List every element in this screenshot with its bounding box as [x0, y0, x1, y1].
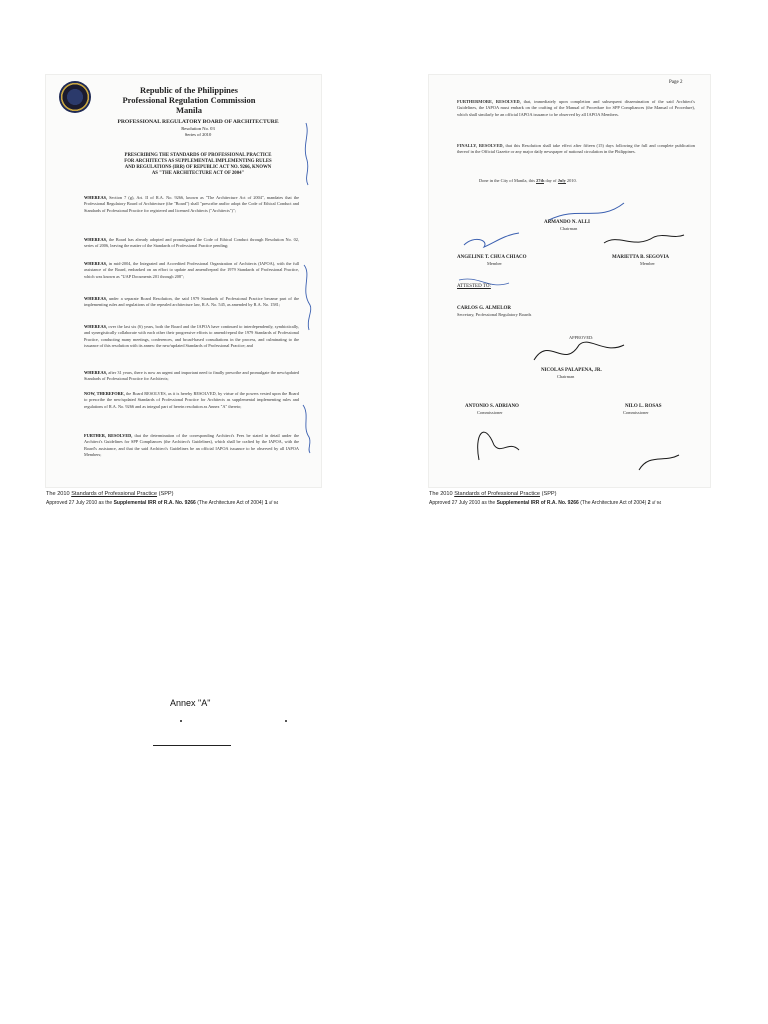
done-mid: day of — [545, 178, 557, 183]
prc-chair-role: Chairman — [557, 374, 575, 379]
caption-bold: Supplemental IRR of R.A. No. 9266 — [496, 500, 579, 506]
caption-right-line-2 — [429, 500, 661, 506]
document-page-2 — [429, 75, 710, 487]
heading-line: AND REGULATIONS (IRR) OF REPUBLIC ACT NO. 9266, KNOWN — [124, 165, 272, 171]
member1-name: ANGELINE T. CHUA CHIACO — [457, 255, 527, 260]
paragraph-text: in mid-2004, the Integrated and Accredited Professional Organization of Architects (IAPOA), with the full assistance of the Board, embarked on an effort to update and amend/repeal the 1979 Standards of Professional Practice, which was known as "UAP Documents 201 through 208"; — [84, 261, 300, 279]
margin-signatures — [298, 115, 318, 455]
done-day: 27th — [536, 178, 545, 183]
member2-role: Member — [640, 261, 655, 266]
caption-page: 1 — [264, 500, 268, 506]
done-line — [479, 178, 699, 184]
resolution-number: Resolution No. 03 — [181, 126, 215, 131]
caption-right-line-1 — [429, 491, 557, 497]
paragraph-lead: NOW, THEREFORE, — [84, 391, 125, 396]
paragraph — [457, 99, 695, 118]
resolution-series: Series of 2010 — [184, 132, 212, 137]
caption-text: (The Architecture Act of 2004) — [197, 500, 264, 506]
paragraph-text: after 31 years, there is now an urgent and important need to finally prescribe and promulgate the new/updated Standards of Professional Practice for Architects; — [84, 370, 299, 382]
dot-mark — [180, 720, 182, 722]
signature-strokes — [429, 195, 710, 485]
caption-text: (The Architecture Act of 2004) — [580, 500, 647, 506]
paragraph — [84, 324, 299, 349]
paragraph — [84, 391, 299, 410]
caption-text: Approved 27 July 2010 as the — [46, 500, 113, 506]
heading-line: AS "THE ARCHITECTURE ACT OF 2004" — [151, 171, 245, 177]
heading-line: FOR ARCHITECTS AS SUPPLEMENTAL IMPLEMENTING RULES — [124, 159, 272, 165]
member1-role: Member — [487, 261, 502, 266]
page-label: Page 2 — [669, 80, 683, 85]
board-name: PROFESSIONAL REGULATORY BOARD OF ARCHITECTURE — [117, 119, 279, 125]
done-month: July — [557, 178, 566, 183]
paragraph-text: that, immediately upon completion and subsequent dissemination of the said Architect's Guidelines, the IAPOA must embark on the crafting of the Manual of Procedure for SPP Compliances (the Manual of Procedure), which shall similarly be an official IAPOA issuance to be observed by all IAPOA Members. — [457, 99, 695, 117]
heading-line: PRESCRIBING THE STANDARDS OF PROFESSIONAL PRACTICE — [124, 153, 272, 158]
commissioner2-name: NILO L. ROSAS — [625, 404, 662, 409]
paragraph-lead: WHEREAS, — [84, 296, 108, 301]
paragraph-text: that the determination of the corresponding Architect's Fees be stated in detail under the Architect's Guidelines for SPP Compliances (the Architect's Guidelines), which shall be crafted by the IAPOA, with the Board's assistance, and that the said Architect's Guidelines be an official IAPOA issuance to be observed by all IAPOA Members; — [84, 433, 300, 457]
document-page-1 — [46, 75, 321, 487]
paragraph-lead: WHEREAS, — [84, 324, 108, 329]
caption-left-line-2 — [46, 500, 278, 506]
paragraph — [457, 143, 695, 156]
commissioner1-role: Commissioner — [477, 410, 503, 415]
header-line-1: Republic of the Philippines — [139, 85, 238, 95]
secretary-name: CARLOS G. ALMELOR — [457, 306, 512, 311]
prc-chair-name: NICOLAS PALAPENA, JR. — [541, 368, 602, 373]
header-line-3: Manila — [176, 105, 202, 115]
paragraph-lead: WHEREAS, — [84, 237, 108, 242]
paragraph-lead: WHEREAS, — [84, 370, 108, 375]
paragraph — [84, 296, 299, 309]
annex-label: Annex "A" — [170, 698, 211, 708]
caption-left-line-1 — [46, 491, 174, 497]
paragraph-text: the Board has already adopted and promulgated the Code of Ethical Conduct through Resolution No. 02, series of 2006, leaving the matter of the Standards of Professional Practice pending; — [84, 237, 299, 249]
paragraph-lead: WHEREAS, — [84, 261, 108, 266]
paragraph — [84, 237, 299, 250]
caption-page: 2 — [647, 500, 651, 506]
caption-title: Standards of Professional Practice — [454, 491, 541, 497]
caption-suffix: (SPP) — [158, 491, 174, 497]
paragraph-text: under a separate Board Resolution, the said 1979 Standards of Professional Practice became part of the implementing rules and regulations of the repealed architecture law, R.A. No. 545, as amended by R.A. No. 1581; — [84, 296, 299, 308]
approved-label: APPROVED: — [569, 335, 594, 340]
prc-seal-icon — [59, 81, 91, 113]
member2-name: MARIETTA B. SEGOVIA — [612, 255, 670, 260]
header-line-2: Professional Regulation Commission — [122, 95, 256, 105]
commissioner2-role: Commissioner — [623, 410, 649, 415]
paragraph-text: that this Resolution shall take effect after fifteen (15) days following the full and complete publication thereof in the Official Gazette or any major daily newspaper of national circulation in the Philippines. — [457, 143, 695, 155]
paragraph-text: Section 7 (g), Art. II of R.A. No. 9266, known as "The Architecture Act of 2004", mandates that the Professional Regulatory Board of Architecture (the "Board") shall "prescribe and/or adopt the Code of Ethical Conduct and Standards of Professional Practice for registered and licensed Architects ("Architects")"; — [84, 195, 299, 213]
caption-prefix: The 2010 — [46, 491, 70, 497]
done-prefix: Done in the City of Manila, this — [479, 178, 535, 183]
chairman-name: ARMANDO N. ALLI — [544, 220, 590, 225]
done-year: 2010. — [566, 178, 577, 183]
secretary-role: Secretary, Professional Regulatory Boards — [457, 312, 532, 317]
caption-title: Standards of Professional Practice — [71, 491, 158, 497]
commissioner1-name: ANTONIO S. ADRIANO — [465, 404, 519, 409]
paragraph-text: over the last six (6) years, both the Board and the IAPOA have continued to interdependently, symbiotically, and synergistically collaborate with each other their progressive efforts to amend/repeal the 1979 Standards of Professional Practice, conducting many meetings, conferences, and broad-based consultations in the process, and culminating to the issuance of this resolution with its annex: the new/updated Standards of Professional Practice; and — [84, 324, 299, 348]
caption-text: Approved 27 July 2010 as the — [429, 500, 496, 506]
caption-bold: Supplemental IRR of R.A. No. 9266 — [113, 500, 196, 506]
paragraph-text: the Board RESOLVES, as it is hereby RESOLVED, by virtue of the powers vested upon the Board to prescribe the new/updated Standards of Professional Practice for Architects as supplemental implementing rules and regulations of R.A. No. 9266 and as integral part of herein resolution as Annex "A" thereto; — [84, 391, 299, 409]
caption-of: of 94 — [268, 500, 279, 505]
paragraph — [84, 261, 299, 280]
resolution-heading — [98, 153, 298, 177]
attested-label: ATTESTED TO: — [457, 284, 491, 289]
paragraph-lead: FURTHERMORE, RESOLVED, — [457, 99, 521, 104]
caption-of: of 94 — [651, 500, 662, 505]
paragraph-lead: WHEREAS, — [84, 195, 108, 200]
paragraph-lead: FINALLY, RESOLVED, — [457, 143, 504, 148]
paragraph — [84, 195, 299, 214]
paragraph-lead: FURTHER, RESOLVED, — [84, 433, 133, 438]
caption-suffix: (SPP) — [541, 491, 557, 497]
chairman-role: Chairman — [560, 226, 578, 231]
dot-mark — [285, 720, 287, 722]
annex-underline — [153, 745, 231, 746]
paragraph — [84, 370, 299, 383]
paragraph — [84, 433, 299, 458]
caption-prefix: The 2010 — [429, 491, 453, 497]
